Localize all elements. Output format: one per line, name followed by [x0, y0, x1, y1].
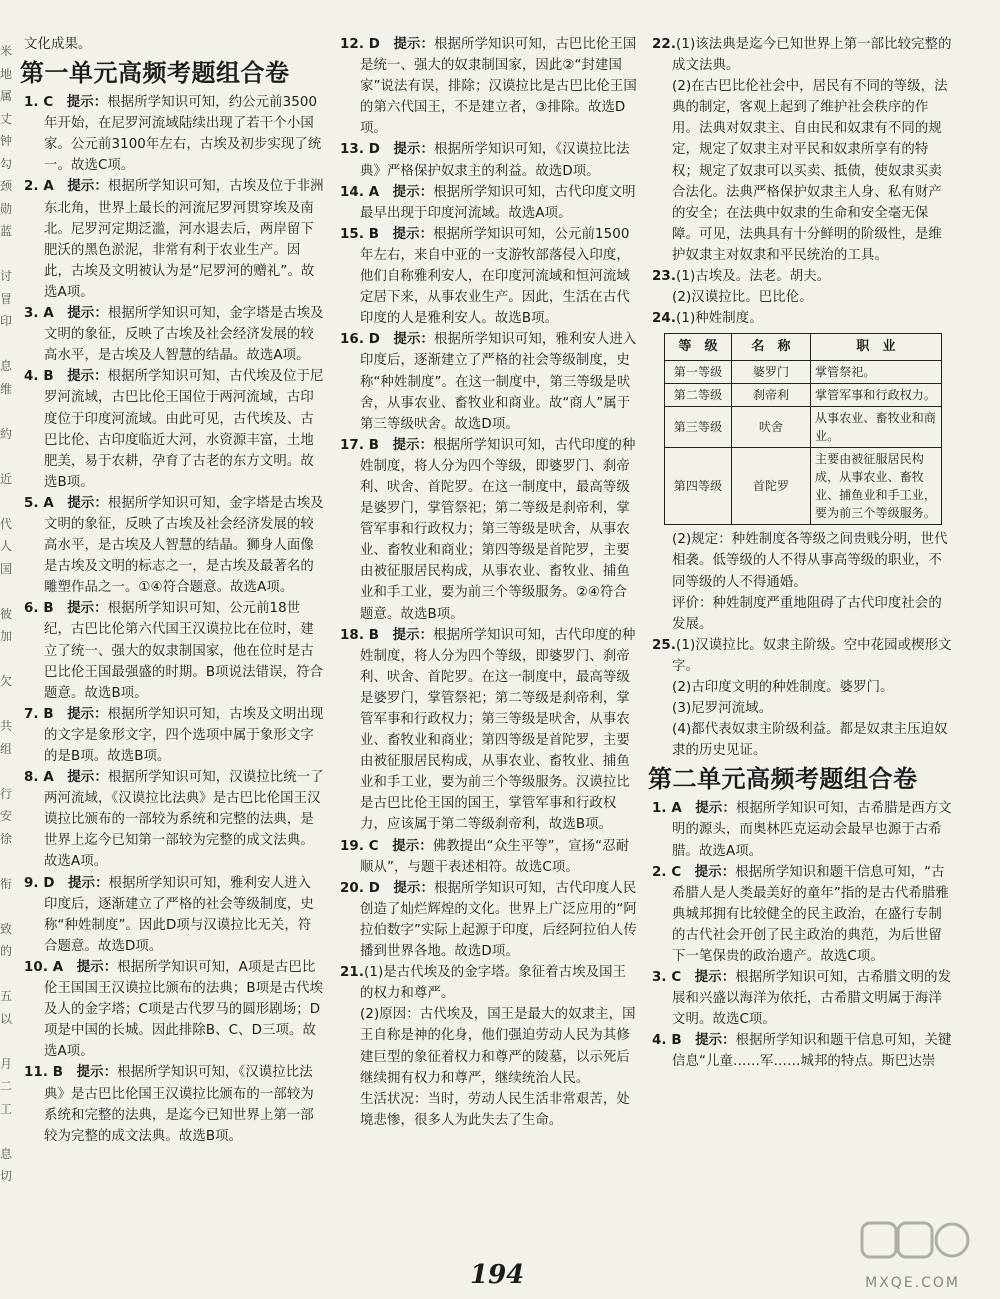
margin-char — [0, 1120, 14, 1143]
hint-label: 提示： — [393, 880, 434, 896]
answer-item — [24, 704, 324, 767]
answer-item — [652, 798, 952, 861]
hint-label: 提示： — [392, 627, 434, 643]
answer-number: 6. B — [24, 601, 54, 617]
answer-part: (3)尼罗河流域。 — [672, 701, 773, 717]
answer-number: 13. D — [340, 142, 380, 158]
margin-char: 近 — [0, 471, 13, 486]
column-header: 等 级 — [665, 334, 732, 361]
margin-char: 代 — [0, 516, 13, 531]
table-header-row — [665, 334, 942, 361]
cell-name: 婆罗门 — [732, 361, 811, 384]
answer-item — [24, 366, 324, 493]
answer-number: 25. — [652, 637, 677, 653]
answer-number: 8. A — [24, 770, 54, 786]
margin-char: 工 — [0, 1101, 13, 1116]
margin-char — [0, 243, 14, 266]
cell-job: 掌管祭祀。 — [811, 361, 942, 384]
answer-text: 根据所学知识可知，古代印度的种姓制度，将人分为四个等级，即婆罗门、刹帝利、吠舍、首陀罗。在这一制度中，最高等级是婆罗门，掌管祭祀；第二等级是刹帝利，掌管军事和行政权力；第三等级是吠舍，从事农业、畜牧业和商业；第四等级是首陀罗，主要由被征服居民构成，从事农业、畜牧业、捕鱼业和手工业，要为前三个等级服务。②④符合题意。故选B项。 — [360, 437, 636, 622]
answer-23 — [652, 266, 952, 287]
answer-number: 3. A — [24, 306, 54, 322]
hint-label: 提示： — [76, 1065, 118, 1081]
margin-char — [0, 963, 14, 986]
page-number: 194 — [470, 1260, 525, 1290]
hint-label: 提示： — [393, 37, 434, 52]
margin-char: 属 — [0, 89, 13, 103]
margin-char: 蓝 — [0, 224, 13, 238]
answer-number: 19. C — [340, 838, 379, 854]
margin-char — [0, 1030, 14, 1053]
margin-char: 息 — [0, 359, 13, 373]
answer-text: 根据所学知识可知，古代印度文明最早出现于印度河流域。故选A项。 — [360, 184, 636, 221]
margin-char: 欠 — [0, 674, 13, 688]
cell-level: 第一等级 — [665, 361, 732, 384]
answer-item — [340, 625, 637, 836]
margin-char: 国 — [0, 561, 13, 576]
answer-number: 11. B — [24, 1065, 64, 1081]
margin-char — [0, 490, 14, 513]
answer-21 — [340, 962, 637, 1004]
cell-name: 吠舍 — [732, 407, 811, 448]
answer-24 — [652, 308, 952, 329]
answer-text: 根据所学知识可知，约公元前3500年开始，在尼罗河流域陆续出现了若干个小国家。公元前3100年左右，古埃及初步实现了统一。故选C项。 — [44, 95, 322, 174]
answer-number: 17. B — [340, 437, 380, 453]
cell-job: 掌管军事和行政权力。 — [811, 384, 942, 407]
margin-char: 息 — [0, 1146, 13, 1161]
answer-text: 根据所学知识可知，《汉谟拉比法典》严格保护奴隶主的利益。故选D项。 — [360, 142, 630, 179]
margin-char — [0, 895, 14, 918]
margin-char: 的 — [0, 944, 13, 958]
hint-label: 提示： — [695, 801, 736, 817]
answer-text: 根据所学知识可知，古埃及位于非洲东北角，世界上最长的河流尼罗河贯穿埃及南北。尼罗河定期泛滥，河水退去后，两岸留下肥沃的黑色淤泥，非常有利于农业生产。因此，古埃及文明被认为是“尼罗河的赠礼”。故选A项。 — [44, 179, 324, 300]
cell-job: 从事农业、畜牧业和商业。 — [811, 407, 942, 448]
margin-char — [0, 850, 14, 873]
hint-label: 提示： — [393, 332, 434, 348]
margin-char — [0, 333, 14, 356]
margin-char: 米 — [0, 44, 13, 58]
column-header: 职 业 — [811, 334, 942, 361]
answer-part: (2)在古巴比伦社会中，居民有不同的等级，法典的制定，客观上起到了维护社会秩序的作用。法典对奴隶主、自由民和奴隶有不同的规定，规定了奴隶主对平民和奴隶所享有的特权；规定了奴隶可以买卖、抵债，使奴隶买卖合法化。法典严格保护奴隶主人身、私有财产的安全；在法典中奴隶的生命和安全毫无保障。可见，法典具有十分鲜明的阶级性，是维护奴隶主对奴隶和平民统治的工具。 — [672, 79, 948, 263]
answer-number: 23. — [652, 269, 677, 285]
answer-item — [24, 92, 324, 176]
margin-char: 月 — [0, 1056, 13, 1071]
answer-part: (1)汉谟拉比。奴隶主阶级。空中花园或楔形文字。 — [672, 637, 952, 674]
hint-label: 提示： — [66, 95, 108, 111]
hint-label: 提示： — [67, 601, 108, 617]
hint-label: 提示： — [67, 179, 108, 195]
answer-item — [340, 329, 637, 434]
answer-item — [652, 862, 952, 967]
margin-char: 彼 — [0, 606, 13, 621]
margin-char: 行 — [0, 786, 13, 801]
answer-item — [340, 224, 637, 329]
margin-char: 加 — [0, 629, 13, 643]
answer-text: 根据所学知识可知，古代印度的种姓制度，将人分为四个等级，即婆罗门、刹帝利、吠舍、首陀罗。在这一制度中，最高等级是婆罗门，掌管祭祀；第二等级是刹帝利，掌管军事和行政权力；第三等级是吠舍，从事农业、畜牧业和商业；第四等级是首陀罗，主要由被征服居民构成，从事农业、畜牧业、捕鱼业和手工业，要为前三个等级服务。汉谟拉比是古巴比伦王国的国王，掌管军事和行政权力，应该属于第二等级刹帝利，故选B项。 — [360, 627, 636, 833]
answer-item — [340, 182, 637, 224]
margin-char: 共 — [0, 719, 13, 733]
answer-part: 生活状况：当时，劳动人民生活非常艰苦，处境悲惨，很多人为此失去了生命。 — [360, 1091, 630, 1128]
caste-table — [664, 333, 942, 525]
answer-number: 2. C — [652, 864, 682, 880]
answer-number: 1. A — [652, 801, 682, 817]
answer-number: 14. A — [340, 184, 380, 200]
answer-number: 12. D — [340, 37, 380, 52]
hint-label: 提示： — [695, 1033, 736, 1049]
margin-char: 勾 — [0, 156, 13, 171]
answer-number: 24. — [652, 311, 677, 327]
hint-label: 提示： — [392, 437, 434, 453]
answer-number: 15. B — [340, 226, 380, 242]
hint-label: 提示： — [67, 706, 108, 722]
answer-part: (1)该法典是迄今已知世界上第一部比较完整的成文法典。 — [672, 37, 952, 74]
margin-char: 徐 — [0, 831, 13, 846]
answer-item — [340, 139, 637, 181]
margin-char: 组 — [0, 741, 13, 756]
table-row — [665, 361, 942, 384]
hint-label: 提示： — [68, 875, 109, 891]
watermark-site: MXQE.COM — [865, 1275, 960, 1291]
answer-item — [24, 598, 324, 703]
lead-text: 文化成果。 — [24, 37, 92, 52]
cell-level: 第二等级 — [665, 384, 732, 407]
margin-char: 以 — [0, 1011, 13, 1026]
table-row — [665, 448, 942, 525]
hint-label: 提示： — [67, 495, 108, 511]
margin-char: 五 — [0, 989, 13, 1003]
answer-part: (2)汉谟拉比。巴比伦。 — [672, 290, 813, 306]
margin-char — [0, 580, 14, 603]
answer-column-1 — [20, 34, 324, 1147]
answer-part: (1)古埃及。法老。胡夫。 — [676, 269, 831, 285]
answer-text: 根据所学知识可知，A项是古巴比伦王国国王汉谟拉比颁布的法典；B项是古代埃及人的金字塔；C项是古代罗马的圆形剧场；D项是中国的长城。因此排除B、C、D三项。故选A项。 — [44, 959, 324, 1060]
margin-char: 衔 — [0, 876, 13, 891]
answer-text: 根据所学知识可知，《汉谟拉比法典》是古巴比伦国王汉谟拉比颁布的一部较为系统和完整的法典，是迄今已知世界上第一部较为完整的成文法典。故选B项。 — [44, 1065, 314, 1144]
answer-item — [340, 878, 637, 962]
answer-number: 22. — [652, 37, 677, 52]
cell-name: 首陀罗 — [732, 448, 811, 525]
margin-char: 安 — [0, 809, 13, 823]
hint-label: 提示： — [67, 306, 108, 322]
cell-name: 刹帝利 — [732, 384, 811, 407]
answer-item — [24, 873, 324, 957]
answer-text: 根据所学知识可知，金字塔是古埃及文明的象征，反映了古埃及社会经济发展的较高水平，是古埃及人智慧的结晶。故选A项。 — [44, 306, 324, 364]
margin-char — [0, 693, 14, 716]
answer-number: 18. B — [340, 627, 380, 643]
answer-text: 根据所学知识可知，古代印度人民创造了灿烂辉煌的文化。世界上广泛应用的“阿拉伯数字”实际上起源于印度，后经阿拉伯人传播到世界各地。故选D项。 — [360, 880, 637, 960]
answer-item — [340, 435, 637, 625]
margin-char: 切 — [0, 1169, 13, 1183]
answer-text: 根据所学知识可知，汉谟拉比统一了两河流域，《汉谟拉比法典》是古巴比伦国王汉谟拉比颁布的一部较为系统和完整的法典，是世界上迄今已知第一部较为完整的成文法典。故选A项。 — [44, 770, 324, 870]
answer-text: 根据所学知识和题干信息可知，“古希腊人是人类最美好的童年”指的是古代希腊雅典城邦拥有比较健全的民主政治，在盛行专制的古代社会开创了民主政治的典范，为后世留下一笔保贵的政治遗产。故选C项。 — [672, 864, 949, 964]
answer-text: 根据所学知识和题干信息可知，关键信息“儿童……军……城邦的特点。斯巴达崇 — [672, 1033, 952, 1070]
answer-text: 根据所学知识可知，古代埃及位于尼罗河流域，古巴比伦王国位于两河流域，古印度位于印度河流域。由此可见，古代埃及、古巴比伦、古印度临近大河，水资源丰富，土地肥美，易于农耕，孕育了古老的东方文明。故选B项。 — [44, 369, 324, 490]
answer-item — [24, 303, 324, 366]
answer-text: 根据所学知识可知，雅利安人进入印度后，逐渐建立了严格的社会等级制度，史称“种姓制度”。因此D项与汉谟拉比无关，符合题意。故选D项。 — [44, 875, 314, 954]
answer-text: 根据所学知识可知，古巴比伦王国是统一、强大的奴隶制国家，因此②“封建国家”说法有误，排除；汉谟拉比是古巴比伦王国的第六代国王，不是建立者，③排除。故选D项。 — [360, 37, 637, 137]
hint-label: 提示： — [76, 959, 118, 975]
left-margin-strip — [0, 40, 14, 1188]
answer-part: (1)是古代埃及的金字塔。象征着古埃及国王的权力和尊严。 — [360, 965, 627, 1002]
answer-number: 9. D — [24, 875, 55, 891]
cell-level: 第三等级 — [665, 407, 732, 448]
hint-label: 提示： — [393, 142, 434, 158]
answer-number: 7. B — [24, 706, 54, 722]
margin-char: 致 — [0, 921, 13, 936]
answer-number: 21. — [340, 965, 365, 981]
answer-number: 4. B — [24, 369, 54, 385]
answer-item — [24, 957, 324, 1062]
answer-part: (4)都代表奴隶主阶级利益。都是奴隶主压迫奴隶的历史见证。 — [672, 722, 948, 759]
margin-char: 冒 — [0, 291, 13, 306]
margin-char: 勋 — [0, 201, 13, 216]
margin-char: 二 — [0, 1079, 13, 1093]
margin-char: 讨 — [0, 269, 13, 283]
answer-number: 1. C — [24, 95, 54, 111]
hint-label: 提示： — [67, 369, 108, 385]
hint-label: 提示： — [392, 838, 433, 854]
answer-text: 根据所学知识可知，古希腊文明的发展和兴盛以海洋为依托，古希腊文明属于海洋文明。故选C项。 — [672, 970, 952, 1028]
margin-char: 维 — [0, 381, 13, 396]
hint-label: 提示： — [694, 864, 736, 880]
margin-char — [0, 760, 14, 783]
answer-item — [24, 767, 324, 872]
answer-list — [652, 798, 952, 1072]
unit-2-title: 第二单元高频考题组合卷 — [648, 764, 918, 794]
answer-number: 20. D — [340, 880, 380, 896]
answer-text: 根据所学知识可知，金字塔是古埃及文明的象征，反映了古埃及社会经济发展的较高水平，是古埃及人智慧的结晶。狮身人面像是古埃及文明的标志之一，是古埃及最著名的雕塑作品之一。①④符合题意。故选A项。 — [44, 495, 324, 596]
answer-item — [340, 836, 637, 878]
answer-item — [340, 34, 637, 139]
unit-1-title: 第一单元高频考题组合卷 — [20, 58, 290, 88]
margin-char: 印 — [0, 314, 13, 328]
answer-25 — [652, 635, 952, 677]
hint-label: 提示： — [694, 970, 736, 986]
answer-text: 根据所学知识可知，古希腊是西方文明的源头，而奥林匹克运动会最早也源于古希腊。故选A项。 — [672, 801, 952, 859]
table-row — [665, 384, 942, 407]
cell-job: 主要由被征服居民构成，从事农业、畜牧业、捕鱼业和手工业，要为前三个等级服务。 — [811, 448, 942, 525]
answer-column-3 — [648, 34, 952, 1073]
answer-text: 根据所学知识可知，公元前1500年左右，来自中亚的一支游牧部落侵入印度，他们自称雅利安人，在印度河流域和恒河流域定居下来，从事农业生产。因此，生活在古代印度的人是雅利安人。故选B项。 — [360, 226, 630, 327]
answer-text: 根据所学知识可知，雅利安人进入印度后，逐渐建立了严格的社会等级制度，史称“种姓制度”。在这一制度中，第三等级是吠舍，从事农业、畜牧业和商业。故“商人”属于第三等级吠舍。故选D项。 — [360, 332, 637, 432]
answer-part: (2)古印度文明的种姓制度。婆罗门。 — [672, 679, 894, 695]
table-row — [665, 407, 942, 448]
answer-part: (2)原因：古代埃及，国王是最大的奴隶主，国王自称是神的化身，他们强迫劳动人民为其修建巨型的象征着权力和尊严的陵墓，以示死后继续拥有权力和尊严，继续统治人民。 — [360, 1007, 636, 1086]
margin-char: 钟 — [0, 134, 13, 148]
margin-char: 地 — [0, 66, 13, 81]
answer-text: 根据所学知识可知，古埃及文明出现的文字是象形文字，四个选项中属于象形文字的是B项。故选B项。 — [44, 706, 324, 764]
answer-item — [24, 176, 324, 303]
column-header: 名 称 — [732, 334, 811, 361]
watermark-logo — [860, 1215, 970, 1270]
answer-number: 4. B — [652, 1033, 682, 1049]
answer-item — [24, 1062, 324, 1146]
answer-number: 2. A — [24, 179, 54, 195]
hint-label: 提示： — [67, 770, 108, 786]
answer-number: 5. A — [24, 495, 54, 511]
answer-item — [652, 1030, 952, 1072]
answer-list — [340, 34, 637, 962]
margin-char — [0, 445, 14, 468]
answer-number: 16. D — [340, 332, 380, 348]
hint-label: 提示： — [392, 226, 434, 242]
margin-char: 約 — [0, 426, 13, 441]
margin-char — [0, 648, 14, 671]
answer-text: 佛教提出“众生平等”，宣扬“忍耐顺从”，与题干表述相符。故选C项。 — [360, 838, 630, 875]
answer-item — [652, 967, 952, 1030]
cell-level: 第四等级 — [665, 448, 732, 525]
margin-char: 颈 — [0, 179, 13, 193]
answer-text: 根据所学知识可知，公元前18世纪，古巴比伦第六代国王汉谟拉比在位时，建立了统一、强大的奴隶制国家，他在位时是古巴比伦王国最强盛的时期。B项说法错误，符合题意。故选B项。 — [44, 601, 324, 701]
margin-char: 丈 — [0, 111, 13, 126]
margin-char: 人 — [0, 539, 13, 553]
answer-item — [24, 493, 324, 598]
answer-part: (1)种姓制度。 — [676, 311, 763, 327]
answer-part: 评价：种姓制度严重地阻碍了古代印度社会的发展。 — [672, 595, 942, 632]
hint-label: 提示： — [392, 184, 434, 200]
answer-part: (2)规定：种姓制度各等级之间贵贱分明，世代相袭。低等级的人不得从事高等级的职业，不同等级的人不得通婚。 — [672, 532, 948, 590]
answer-column-2 — [340, 34, 637, 1131]
answer-list — [24, 92, 324, 1147]
answer-number: 10. A — [24, 959, 64, 975]
answer-22 — [652, 34, 952, 76]
margin-char — [0, 400, 14, 423]
answer-number: 3. C — [652, 970, 682, 986]
